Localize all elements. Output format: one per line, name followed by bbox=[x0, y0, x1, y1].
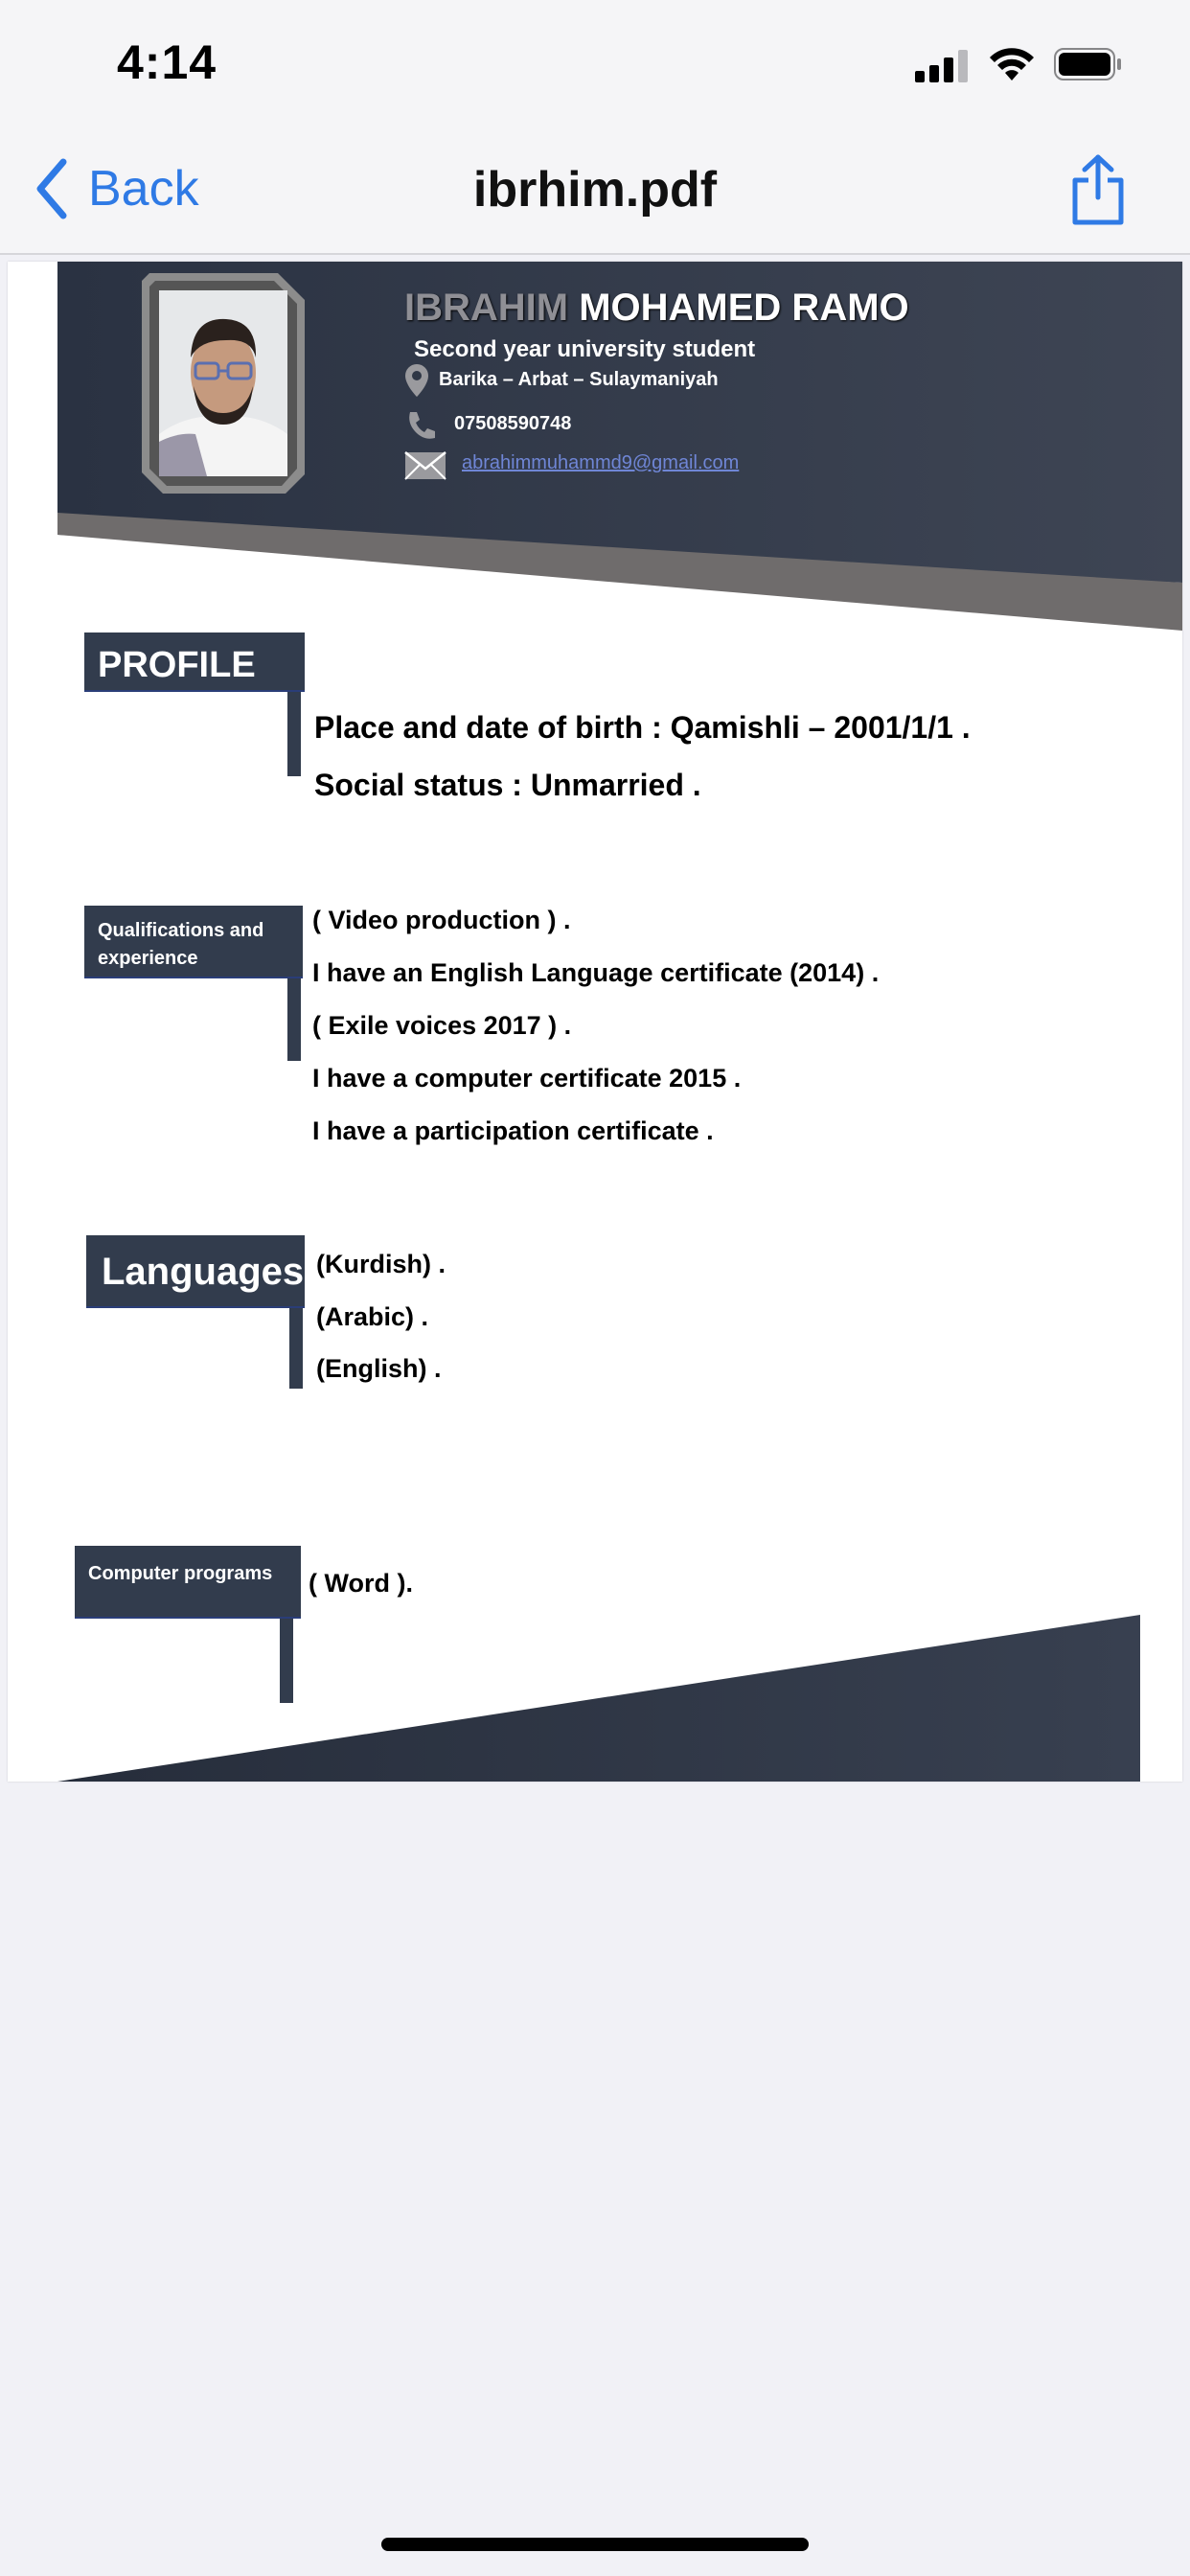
battery-icon bbox=[1054, 48, 1123, 80]
qualification-line: ( Video production ) . bbox=[312, 906, 571, 934]
footer-band bbox=[8, 1584, 1182, 1782]
profile-line: Place and date of birth : Qamishli – 2001/1/1 . bbox=[314, 710, 971, 745]
section-label-languages: Languages bbox=[86, 1235, 305, 1308]
language-line: (Kurdish) . bbox=[316, 1250, 446, 1278]
status-time: 4:14 bbox=[117, 35, 217, 89]
section-bar-languages bbox=[289, 1308, 303, 1389]
section-bar-qualifications bbox=[287, 978, 301, 1061]
cv-email-link[interactable]: abrahimmuhammd9@gmail.com bbox=[462, 452, 740, 473]
phone-icon bbox=[406, 410, 435, 441]
language-line: (English) . bbox=[316, 1354, 442, 1383]
cv-phone: 07508590748 bbox=[454, 413, 572, 434]
profile-line: Social status : Unmarried . bbox=[314, 768, 701, 802]
qualification-line: I have a participation certificate . bbox=[312, 1116, 714, 1145]
location-pin-icon bbox=[404, 364, 429, 397]
back-button-label: Back bbox=[88, 161, 199, 217]
qualifications-label-line: experience bbox=[98, 948, 198, 969]
section-label-computer-programs: Computer programs bbox=[75, 1546, 301, 1619]
document-title: ibrhim.pdf bbox=[472, 162, 718, 218]
share-icon[interactable] bbox=[1069, 153, 1127, 226]
pdf-page bbox=[8, 262, 1182, 1782]
status-bar bbox=[0, 0, 1190, 126]
qualification-line: I have a computer certificate 2015 . bbox=[312, 1064, 742, 1092]
profile-photo bbox=[159, 290, 287, 476]
wifi-icon bbox=[987, 44, 1037, 82]
section-label-qualifications bbox=[84, 906, 303, 978]
language-line: (Arabic) . bbox=[316, 1302, 429, 1331]
qualifications-label-line: Qualifications and bbox=[98, 920, 264, 941]
cellular-signal-icon bbox=[915, 50, 971, 82]
cv-full-name bbox=[404, 287, 909, 330]
section-label-profile: PROFILE bbox=[84, 632, 305, 692]
qualification-line: I have an English Language certificate (2014) . bbox=[312, 958, 880, 987]
qualification-line: ( Exile voices 2017 ) . bbox=[312, 1011, 572, 1040]
cv-first-name: IBRAHIM bbox=[404, 287, 569, 329]
cv-subtitle: Second year university student bbox=[414, 336, 756, 362]
navigation-bar bbox=[0, 126, 1190, 255]
cv-address: Barika – Arbat – Sulaymaniyah bbox=[439, 369, 719, 390]
mail-icon bbox=[404, 451, 446, 480]
home-indicator[interactable] bbox=[381, 2538, 809, 2551]
computer-program-line: ( Word ). bbox=[309, 1569, 413, 1598]
section-bar-profile bbox=[287, 692, 301, 776]
cv-last-name: MOHAMED RAMO bbox=[579, 287, 909, 329]
